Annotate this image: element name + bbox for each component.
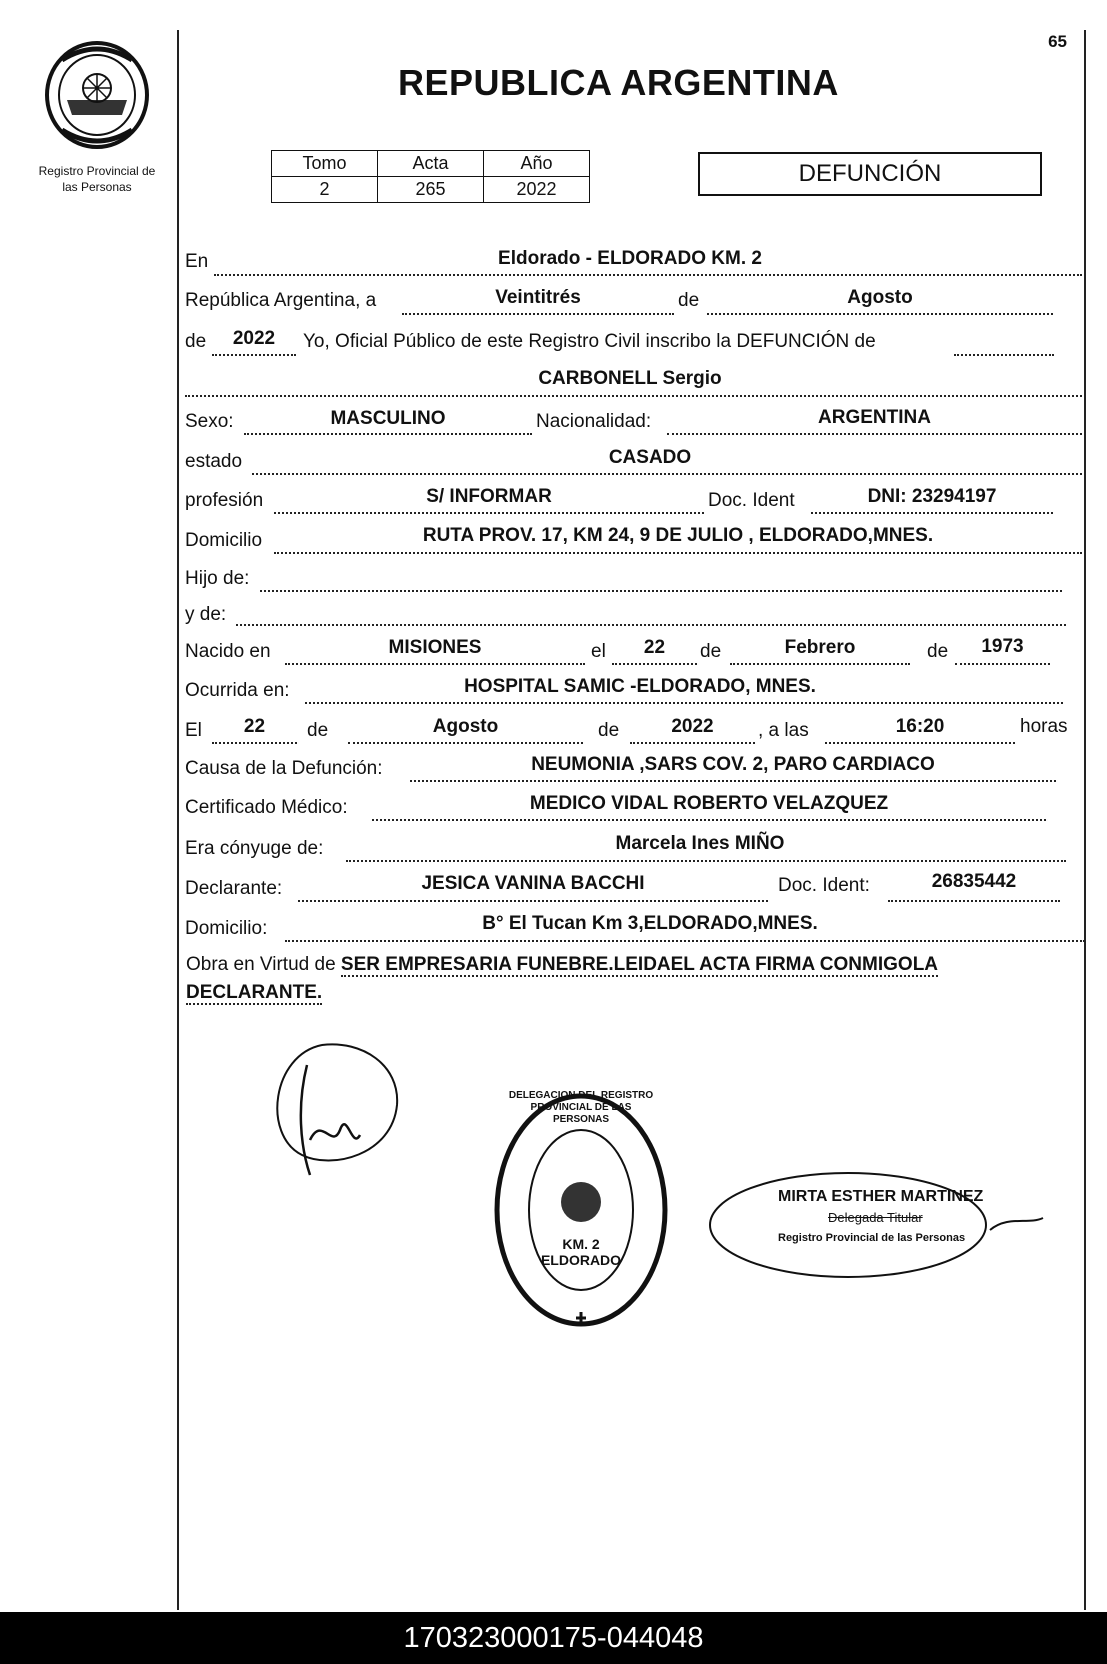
doc-underline	[811, 512, 1053, 514]
de-label: de	[678, 290, 700, 311]
right-margin-line	[1084, 30, 1086, 1610]
de4-label: de	[927, 641, 949, 662]
anio-value: 2022	[484, 177, 590, 203]
acta-value: 265	[378, 177, 484, 203]
nacido-label: Nacido en	[185, 641, 271, 662]
causa-label: Causa de la Defunción:	[185, 758, 383, 779]
registry-logo	[22, 40, 172, 195]
day-underline	[402, 313, 674, 315]
estado-label: estado	[185, 451, 243, 472]
conyuge-underline	[346, 860, 1066, 862]
alas-label: , a las	[758, 720, 809, 741]
sexo-value: MASCULINO	[330, 408, 446, 429]
seal-inner-text: KM. 2 ELDORADO	[540, 1236, 622, 1268]
record-type-box: DEFUNCIÓN	[698, 152, 1042, 196]
obra-label: Obra en Virtud de	[186, 954, 336, 975]
declarante-value: JESICA VANINA BACCHI	[421, 873, 645, 894]
muerte-dia-value: 22	[243, 716, 266, 737]
page-number: 65	[1048, 32, 1067, 51]
doc2-value: 26835442	[931, 871, 1017, 892]
year-underline	[212, 354, 296, 356]
hijo-label: Hijo de:	[185, 568, 250, 589]
en-label: En	[185, 251, 209, 272]
month-value: Agosto	[847, 287, 913, 308]
profesion-underline	[274, 512, 704, 514]
el2-label: El	[185, 720, 202, 741]
domicilio2-label: Domicilio:	[185, 918, 268, 939]
conyuge-value: Marcela Ines MIÑO	[615, 833, 785, 854]
seal-ring-text: DELEGACION DEL REGISTRO PROVINCIAL DE LAS PERSONAS	[508, 1090, 654, 1125]
official-role: Delegada Titular	[828, 1210, 923, 1225]
yde-label: y de:	[185, 604, 227, 625]
certificado-underline	[372, 819, 1046, 821]
hijo-underline	[260, 590, 1062, 592]
en-value: Eldorado - ELDORADO KM. 2	[498, 248, 762, 269]
ocurrida-value: HOSPITAL SAMIC -ELDORADO, MNES.	[464, 676, 816, 697]
causa-value: NEUMONIA ,SARS COV. 2, PARO CARDIACO	[531, 754, 935, 775]
muerte-mes-value: Agosto	[432, 716, 499, 737]
domicilio2-underline	[285, 940, 1085, 942]
nacionalidad-label: Nacionalidad:	[536, 411, 652, 432]
hora-underline	[825, 742, 1015, 744]
stamp-oval-icon	[708, 1170, 1048, 1280]
official-seal	[492, 1090, 670, 1330]
de5-label: de	[307, 720, 329, 741]
nacido-dia-underline	[612, 663, 697, 665]
day-value: Veintitrés	[495, 287, 581, 308]
nacionalidad-value: ARGENTINA	[818, 407, 931, 428]
anio-label: Año	[484, 151, 590, 177]
declarant-signature	[262, 1035, 412, 1185]
year-value: 2022	[232, 328, 276, 349]
acta-label: Acta	[378, 151, 484, 177]
profesion-label: profesión	[185, 490, 264, 511]
obra-line	[186, 954, 1086, 976]
republica-label: República Argentina, a	[185, 290, 377, 311]
nacido-anio-value: 1973	[981, 636, 1024, 657]
official-office: Registro Provincial de las Personas	[778, 1232, 966, 1244]
document-code: 170323000175-044048	[0, 1612, 1107, 1664]
nacionalidad-underline	[667, 433, 1082, 435]
tomo-label: Tomo	[272, 151, 378, 177]
statement-text: Yo, Oficial Público de este Registro Civil inscribo la DEFUNCIÓN de	[303, 331, 876, 352]
doc-label: Doc. Ident	[708, 490, 795, 511]
ocurrida-underline	[305, 702, 1063, 704]
causa-underline	[410, 780, 1056, 782]
en-underline	[214, 274, 1082, 276]
muerte-anio-value: 2022	[671, 716, 714, 737]
nacido-mes-value: Febrero	[784, 637, 856, 658]
declarante-label: Declarante:	[185, 878, 283, 899]
de3-label: de	[700, 641, 722, 662]
profesion-value: S/ INFORMAR	[426, 486, 552, 507]
tomo-value: 2	[272, 177, 378, 203]
official-name: MIRTA ESTHER MARTINEZ	[778, 1188, 984, 1205]
ocurrida-label: Ocurrida en:	[185, 680, 290, 701]
doc2-underline	[888, 900, 1060, 902]
muerte-mes-underline	[348, 742, 583, 744]
seal-ring-icon	[492, 1090, 670, 1330]
muerte-anio-underline	[630, 742, 755, 744]
month-underline	[707, 313, 1053, 315]
nacido-mes-underline	[730, 663, 910, 665]
deceased-name: CARBONELL Sergio	[538, 368, 722, 389]
el-label: el	[591, 641, 606, 662]
left-margin-line	[177, 30, 179, 1610]
page-title: REPUBLICA ARGENTINA	[398, 62, 839, 103]
hora-value: 16:20	[895, 716, 945, 737]
declarante-underline	[298, 900, 768, 902]
estado-value: CASADO	[608, 447, 692, 468]
certificado-label: Certificado Médico:	[185, 797, 348, 818]
nacido-anio-underline	[955, 663, 1050, 665]
domicilio2-value: B° El Tucan Km 3,ELDORADO,MNES.	[482, 913, 818, 934]
doc-value: DNI: 23294197	[867, 486, 997, 507]
name-underline	[185, 395, 1082, 397]
nacido-lugar-value: MISIONES	[388, 637, 482, 658]
de2-label: de	[185, 331, 207, 352]
obra-value2: DECLARANTE.	[186, 982, 323, 1003]
sexo-underline	[244, 433, 532, 435]
conyuge-label: Era cónyuge de:	[185, 838, 324, 859]
certificado-value: MEDICO VIDAL ROBERTO VELAZQUEZ	[529, 793, 889, 814]
domicilio-label: Domicilio	[185, 530, 263, 551]
muerte-dia-underline	[212, 742, 297, 744]
sexo-label: Sexo:	[185, 411, 234, 432]
registry-label-line2: las Personas	[62, 180, 132, 194]
statement-underline	[954, 354, 1054, 356]
nacido-dia-value: 22	[643, 637, 666, 658]
tomo-acta-anio-table	[271, 150, 590, 203]
official-stamp	[708, 1170, 1048, 1280]
horas-label: horas	[1020, 716, 1068, 737]
nacido-lugar-underline	[285, 663, 585, 665]
obra-line2	[186, 982, 1086, 1004]
de6-label: de	[598, 720, 620, 741]
estado-underline	[252, 473, 1082, 475]
province-emblem-icon	[42, 40, 152, 152]
registry-label	[22, 163, 172, 195]
domicilio-value: RUTA PROV. 17, KM 24, 9 DE JULIO , ELDORADO,MNES.	[422, 525, 934, 546]
obra-value: SER EMPRESARIA FUNEBRE.LEIDAEL ACTA FIRMA CONMIGOLA	[340, 954, 939, 975]
doc2-label: Doc. Ident:	[778, 875, 870, 896]
registry-label-line1: Registro Provincial de	[38, 164, 156, 178]
yde-underline	[236, 624, 1066, 626]
domicilio-underline	[274, 552, 1082, 554]
